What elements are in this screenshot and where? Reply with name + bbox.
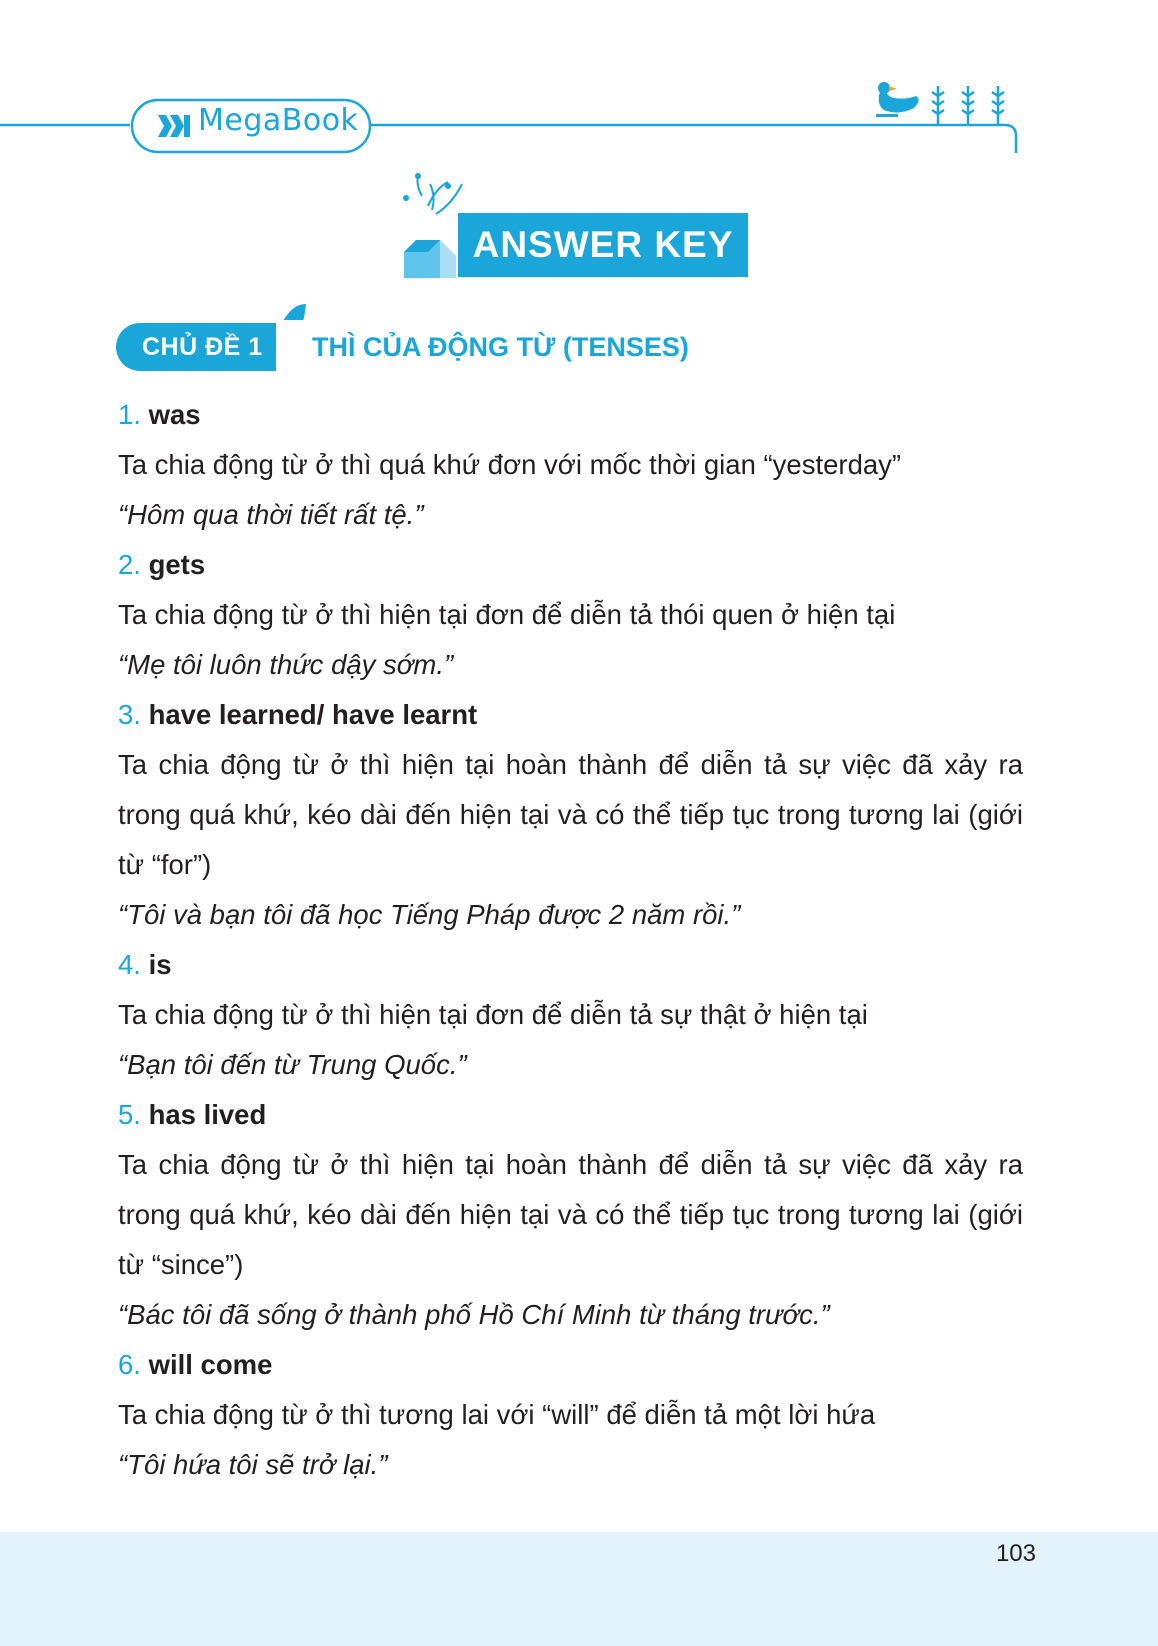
answer-word: will come [148,1349,273,1380]
duck-icon [876,82,919,117]
topic-badge: CHỦ ĐỀ 1 [116,323,276,371]
topic-title: THÌ CỦA ĐỘNG TỪ (TENSES) [312,332,689,362]
page-title: ANSWER KEY [458,213,748,277]
explanation-line: Ta chia động từ ở thì hiện tại đơn để diễn tả sự thật ở hiện tại [118,999,868,1030]
translation-quote: “Hôm qua thời tiết rất tệ.” [118,499,424,530]
wheat-icon [932,86,1004,124]
translation-quote: “Tôi và bạn tôi đã học Tiếng Pháp được 2 năm rồi.” [118,899,741,930]
topic-badge-tail [276,304,306,320]
answer-heading [118,1090,1023,1140]
answer-heading [118,690,1023,740]
explanation-line: Ta chia động từ ở thì hiện tại hoàn thành để diễn tả sự việc đã xảy ra [118,1149,1023,1180]
answer-list [118,390,1023,1490]
house-plant-icon [403,173,462,278]
explanation-line: Ta chia động từ ở thì hiện tại hoàn thành để diễn tả sự việc đã xảy ra [118,749,1023,780]
answer-number: 1. [118,399,141,430]
translation-quote: “Tôi hứa tôi sẽ trở lại.” [118,1449,388,1480]
explanation-line: trong quá khứ, kéo dài đến hiện tại và có thể tiếp tục trong tương lai (giới [118,799,1023,830]
answer-heading [118,1340,1023,1390]
answer-heading [118,540,1023,590]
answer-heading [118,940,1023,990]
answer-word: gets [148,549,206,580]
brand-name: MegaBook [198,103,359,138]
answer-word: have learned/ have learnt [148,699,478,730]
answer-word: has lived [148,1099,267,1130]
explanation-line: Ta chia động từ ở thì tương lai với “will” để diễn tả một lời hứa [118,1399,876,1430]
translation-quote: “Bác tôi đã sống ở thành phố Hồ Chí Minh từ tháng trước.” [118,1299,830,1330]
footer-band [0,1532,1158,1646]
explanation-line: từ “since”) [118,1249,244,1280]
page-number: 103 [995,1540,1036,1567]
explanation-line: Ta chia động từ ở thì quá khứ đơn với mốc thời gian “yesterday” [118,449,902,480]
answer-number: 6. [118,1349,141,1380]
answer-word: is [148,949,172,980]
answer-number: 4. [118,949,141,980]
answer-number: 5. [118,1099,141,1130]
explanation-line: từ “for”) [118,849,212,880]
translation-quote: “Mẹ tôi luôn thức dậy sớm.” [118,649,454,680]
answer-heading [118,390,1023,440]
translation-quote: “Bạn tôi đến từ Trung Quốc.” [118,1049,467,1080]
explanation-line: trong quá khứ, kéo dài đến hiện tại và có thể tiếp tục trong tương lai (giới [118,1199,1023,1230]
answer-word: was [148,399,201,430]
answer-number: 2. [118,549,141,580]
answer-number: 3. [118,699,141,730]
explanation-line: Ta chia động từ ở thì hiện tại đơn để diễn tả thói quen ở hiện tại [118,599,896,630]
